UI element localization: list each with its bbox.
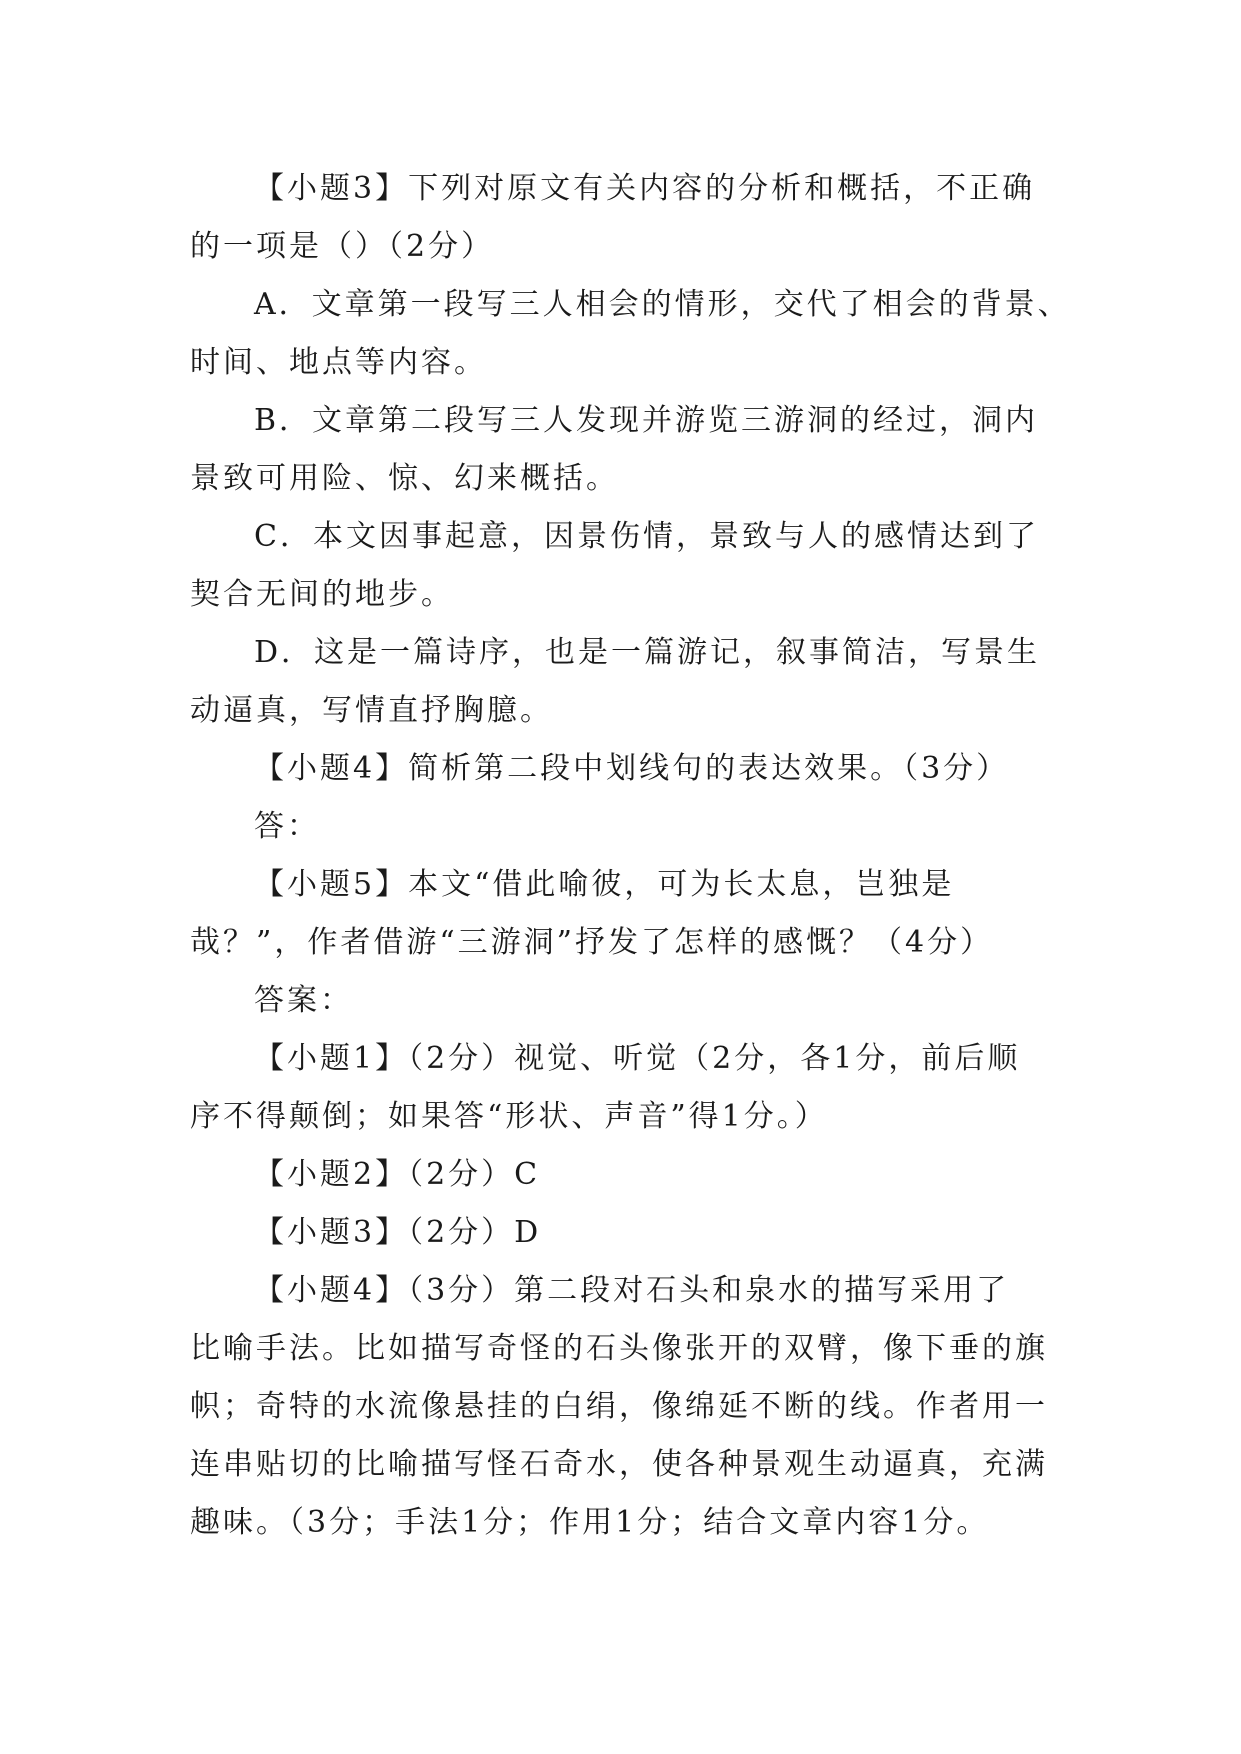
answer-2: 【小题2】（2分）C: [254, 1157, 541, 1192]
option-b-line-2: 景致可用险、惊、幻来概括。: [190, 461, 619, 496]
option-b-line-1: B．文章第二段写三人发现并游览三游洞的经过，洞内: [254, 403, 1039, 438]
option-d-line-2: 动逼真，写情直抒胸臆。: [190, 693, 553, 728]
question-4-answer-label: 答：: [254, 809, 320, 844]
answer-3: 【小题3】（2分）D: [254, 1215, 542, 1250]
answer-4-line-4: 连串贴切的比喻描写怪石奇水，使各种景观生动逼真，充满: [190, 1447, 1048, 1482]
question-5-stem-line-2: 哉？”，作者借游“三游洞”抒发了怎样的感慨？（4分）: [190, 925, 994, 960]
question-3-stem-line-2: 的一项是（）（2分）: [190, 229, 495, 264]
question-4-stem: 【小题4】简析第二段中划线句的表达效果。（3分）: [254, 751, 1010, 786]
document-body: [190, 160, 1070, 1552]
answer-4-line-1: 【小题4】（3分）第二段对石头和泉水的描写采用了: [254, 1273, 1010, 1308]
option-a-line-2: 时间、地点等内容。: [190, 345, 487, 380]
answers-heading: 答案：: [254, 983, 353, 1018]
option-c-line-2: 契合无间的地步。: [190, 577, 454, 612]
question-3-stem-line-1: 【小题3】下列对原文有关内容的分析和概括，不正确: [254, 171, 1036, 206]
answer-4-line-3: 帜；奇特的水流像悬挂的白绢，像绵延不断的线。作者用一: [190, 1389, 1048, 1424]
answer-4-line-5: 趣味。（3分；手法1分；作用1分；结合文章内容1分。: [190, 1505, 990, 1540]
answer-1-line-1: 【小题1】（2分）视觉、听觉（2分，各1分，前后顺: [254, 1041, 1021, 1076]
answer-1-line-2: 序不得颠倒；如果答“形状、声音”得1分。）: [190, 1099, 828, 1134]
answer-4-line-2: 比喻手法。比如描写奇怪的石头像张开的双臂，像下垂的旗: [190, 1331, 1048, 1366]
option-d-line-1: D．这是一篇诗序，也是一篇游记，叙事简洁，写景生: [254, 635, 1041, 670]
question-5-stem-line-1: 【小题5】本文“借此喻彼，可为长太息，岂独是: [254, 867, 955, 902]
option-a-line-1: A．文章第一段写三人相会的情形，交代了相会的背景、: [254, 287, 1071, 322]
option-c-line-1: C．本文因事起意，因景伤情，景致与人的感情达到了: [254, 519, 1039, 554]
